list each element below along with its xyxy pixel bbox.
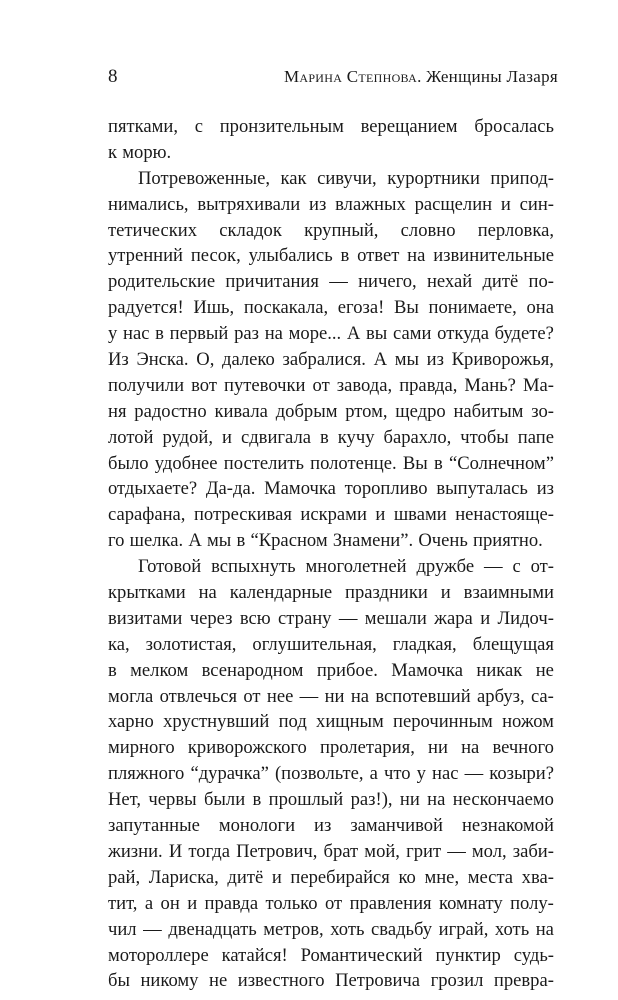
word: потрескивая [193, 504, 292, 526]
word: крупный, [304, 219, 379, 241]
word: раз!), [350, 789, 393, 811]
word: сивучи, [317, 167, 377, 189]
word: вы [366, 323, 388, 345]
word: с [512, 556, 521, 578]
word: на [407, 245, 426, 267]
word: ня [108, 400, 127, 422]
word: запутанные [108, 815, 200, 837]
text-line [108, 968, 554, 994]
word: радостно [134, 400, 207, 422]
word: “Красном [250, 530, 328, 552]
word: выпуталась [436, 478, 528, 500]
word: и [440, 582, 451, 604]
word: и [500, 193, 511, 215]
word: А [346, 323, 361, 345]
word: по- [528, 271, 554, 293]
word: извинительные [433, 245, 554, 267]
word: Романтический [300, 944, 423, 966]
word: прибое. [316, 659, 378, 681]
word: первый [169, 323, 229, 345]
word: в [340, 245, 350, 267]
word: раз [234, 323, 259, 345]
word: в [236, 530, 246, 552]
word: Знамени”. [332, 530, 414, 552]
word: понимаете, [428, 297, 517, 319]
title-separator: . [417, 67, 427, 86]
word: И [168, 840, 183, 862]
word: швами [393, 504, 447, 526]
word: барахло, [383, 426, 452, 448]
text-line [108, 839, 554, 865]
word: полотенце. [310, 452, 397, 474]
word: Мамочка [264, 478, 336, 500]
word: ртом, [345, 400, 388, 422]
word: “дурачка” [190, 763, 269, 785]
word: полу- [510, 892, 554, 914]
word: из [309, 193, 327, 215]
word: всенародном [201, 659, 304, 681]
body-text [108, 114, 554, 994]
word: пунктир [435, 944, 501, 966]
word: Петровича [335, 970, 421, 992]
word: от- [530, 556, 554, 578]
word: на [198, 582, 217, 604]
text-line [108, 347, 554, 373]
word: сарафана, [108, 504, 186, 526]
word: на [535, 918, 554, 940]
word: — [483, 556, 503, 578]
word: кучу [337, 426, 375, 448]
word: Криворожья, [451, 349, 554, 371]
word: календарные [229, 582, 333, 604]
word: песок, [190, 245, 241, 267]
word: мы [394, 349, 419, 371]
word: утренний [108, 245, 184, 267]
word: праздники [345, 582, 428, 604]
word: Вы [402, 452, 428, 474]
word: блещущая [472, 633, 554, 655]
text-line [108, 425, 554, 451]
word: из [426, 349, 444, 371]
word: — [143, 918, 162, 940]
text-line [108, 114, 554, 140]
word: складок [219, 219, 282, 241]
word: хоть [330, 918, 365, 940]
text-line [108, 476, 554, 502]
word: правда [204, 892, 259, 914]
word: заби- [512, 840, 554, 862]
word: Мань? [464, 374, 516, 396]
text-line [108, 709, 554, 735]
word: О, [196, 349, 215, 371]
word: жизни. [108, 840, 163, 862]
word: у [108, 323, 118, 345]
word: поскакала, [243, 297, 329, 319]
word: отдыхаете? [108, 478, 198, 500]
text-line [108, 218, 554, 244]
word: забралися. [282, 349, 366, 371]
word: А [373, 349, 388, 371]
book-title: Женщины Лазаря [426, 67, 558, 86]
word: завода, [336, 374, 393, 396]
word: Лариска, [148, 866, 219, 888]
text-line [108, 502, 554, 528]
word: всю [239, 607, 271, 629]
word: многолетней [305, 556, 407, 578]
word: нас [432, 763, 459, 785]
word: Лидоч- [497, 607, 554, 629]
word: превра- [493, 970, 554, 992]
word: бросалась [474, 116, 554, 137]
text-line [108, 813, 554, 839]
word: Из [108, 349, 129, 371]
word: взаимными [463, 582, 554, 604]
word: — [338, 607, 358, 629]
word: хрустнувший [163, 711, 270, 733]
word: на [350, 685, 370, 707]
word: са- [530, 685, 554, 707]
word: Вы [393, 297, 419, 319]
word: были [203, 789, 246, 811]
text-line [108, 735, 554, 761]
word: перловка, [477, 219, 554, 241]
word: судь- [513, 944, 554, 966]
word: — [447, 840, 466, 862]
word: и [271, 866, 282, 888]
text-line [108, 865, 554, 891]
word: отвлечься [159, 685, 238, 707]
word: правления [349, 892, 432, 914]
text-line [108, 787, 554, 813]
word: ответ [357, 245, 400, 267]
text-line [108, 632, 554, 658]
word: вечного [492, 737, 554, 759]
text-line [108, 192, 554, 218]
word: кивала [214, 400, 268, 422]
text-line [108, 554, 554, 580]
word: ножом [502, 711, 554, 733]
word: она [526, 297, 554, 319]
word: в [252, 789, 262, 811]
text-line [108, 166, 554, 192]
word: искрами [300, 504, 367, 526]
word: пятками, [108, 116, 178, 137]
word: бы [108, 970, 130, 992]
word: курортники [387, 167, 480, 189]
word: гладкая, [392, 633, 457, 655]
word: Энска. [136, 349, 189, 371]
word: в [108, 659, 117, 681]
word: Нет, [108, 789, 142, 811]
word: егоза! [337, 297, 385, 319]
word: рай, [108, 866, 141, 888]
word: мой, [364, 840, 400, 862]
word: никак [476, 659, 523, 681]
word: и [480, 607, 491, 629]
text-line [108, 140, 554, 166]
word: папе [517, 426, 554, 448]
text-line [108, 528, 554, 554]
word: торопливо [344, 478, 428, 500]
word: далеко [222, 349, 275, 371]
word: получили [108, 374, 185, 396]
text-line [108, 761, 554, 787]
word: золотистая, [145, 633, 237, 655]
word: катайся! [221, 944, 288, 966]
word: свадьбу [371, 918, 433, 940]
word: пляжного [108, 763, 185, 785]
word: через [189, 607, 233, 629]
word: шелка. [129, 530, 184, 552]
text-line [108, 891, 554, 917]
word: из [536, 478, 554, 500]
word: добрым [275, 400, 338, 422]
word: а [144, 892, 154, 914]
word: перебирайся [290, 866, 390, 888]
word: набитым [453, 400, 524, 422]
word: Ма- [522, 374, 554, 396]
word: хоть [494, 918, 530, 940]
word: козыри? [489, 763, 554, 785]
word: перочинным [393, 711, 493, 733]
word: правда, [399, 374, 458, 396]
word: дитё [227, 866, 264, 888]
word: А [188, 530, 202, 552]
word: мне, [424, 866, 460, 888]
word: родительские [108, 271, 216, 293]
word: сами [393, 323, 432, 345]
word: хва- [521, 866, 554, 888]
word: места [467, 866, 514, 888]
word: пронзительным [219, 116, 344, 137]
text-line [108, 658, 554, 684]
word: никому [140, 970, 199, 992]
word: Потревоженные, [138, 167, 271, 189]
word: нескончаемо [452, 789, 554, 811]
word: чил [108, 918, 137, 940]
word: будете? [494, 323, 554, 345]
word: радуется! [108, 297, 184, 319]
word: — [299, 685, 319, 707]
word: хищным [316, 711, 384, 733]
word: го [108, 530, 125, 552]
word: приятно. [473, 530, 543, 552]
word: только [265, 892, 318, 914]
word: нее [266, 685, 294, 707]
word: ко [398, 866, 416, 888]
text-line [108, 399, 554, 425]
word: расщелин [414, 193, 493, 215]
word: страну [278, 607, 332, 629]
word: дитё [482, 271, 519, 293]
word: сдвигала [240, 426, 311, 448]
word: в [433, 452, 443, 474]
text-line [108, 373, 554, 399]
word: — [329, 271, 348, 293]
word: как [280, 167, 307, 189]
text-line [108, 295, 554, 321]
text-line [108, 451, 554, 477]
word: Очень [418, 530, 468, 552]
word: тетических [108, 219, 198, 241]
word: ни [324, 685, 345, 707]
word: оглушительная, [252, 633, 377, 655]
word: не [535, 659, 554, 681]
word: играй, [438, 918, 489, 940]
word: заманчивой [350, 815, 443, 837]
word: на [427, 789, 446, 811]
word: словно [400, 219, 456, 241]
word: улыбались [248, 245, 333, 267]
word: мирного [108, 737, 175, 759]
word: чтобы [460, 426, 509, 448]
word: дружбе [416, 556, 475, 578]
word: монологи [218, 815, 296, 837]
word: брат [323, 840, 359, 862]
word: причитания [225, 271, 319, 293]
word: от [312, 374, 330, 396]
word: Мамочка [391, 659, 464, 681]
word: верещанием [360, 116, 458, 137]
word: “Солнечном” [448, 452, 554, 474]
running-head-title [284, 67, 558, 87]
text-line [108, 269, 554, 295]
word: что [384, 763, 411, 785]
word: — [464, 763, 484, 785]
word: ничего, [358, 271, 417, 293]
word: незнакомой [461, 815, 554, 837]
word: зо- [531, 400, 554, 422]
word: мотороллере [108, 944, 209, 966]
word: грозил [430, 970, 484, 992]
word: к [108, 141, 118, 163]
word: жара [434, 607, 473, 629]
word: влажных [335, 193, 406, 215]
word: рудой, [162, 426, 214, 448]
word: вспотевший [375, 685, 471, 707]
word: (позвольте, [274, 763, 364, 785]
text-line [108, 243, 554, 269]
word: Петрович, [236, 840, 318, 862]
word: и [375, 504, 386, 526]
word: было [108, 452, 149, 474]
word: комнату [439, 892, 503, 914]
text-line [108, 580, 554, 606]
word: припод- [490, 167, 554, 189]
word: из [314, 815, 332, 837]
word: харно [108, 711, 154, 733]
word: а [369, 763, 378, 785]
word: он [160, 892, 180, 914]
word: и [222, 426, 232, 448]
word: постелить [223, 452, 304, 474]
word: мешали [364, 607, 427, 629]
word: вспыхнуть [211, 556, 296, 578]
word: вот [191, 374, 217, 396]
word: и [187, 892, 198, 914]
text-line [108, 943, 554, 969]
word: крытками [108, 582, 186, 604]
word: ненастояще- [455, 504, 554, 526]
word: ка, [108, 633, 130, 655]
word: с [194, 116, 203, 137]
word: лотой [108, 426, 154, 448]
word: в [320, 426, 329, 448]
word: Ишь, [193, 297, 235, 319]
word: удобнее [154, 452, 218, 474]
word: щедро [395, 400, 446, 422]
author-name: Марина Степнова [283, 67, 418, 86]
word: известного [237, 970, 325, 992]
page-number: 8 [108, 66, 118, 87]
word: метров, [263, 918, 324, 940]
word: червы [148, 789, 197, 811]
text-line [108, 684, 554, 710]
word: Готовой [138, 556, 202, 578]
text-line [108, 917, 554, 943]
word: в [155, 323, 164, 345]
word: под [278, 711, 307, 733]
word: на [461, 737, 480, 759]
word: тит, [108, 892, 138, 914]
word: путевочки [224, 374, 306, 396]
word: мелком [130, 659, 189, 681]
word: двенадцать [168, 918, 257, 940]
word: грит [406, 840, 442, 862]
word: син- [519, 193, 554, 215]
word: мол, [471, 840, 507, 862]
running-head [108, 66, 558, 90]
word: криворожского [187, 737, 307, 759]
word: мы [207, 530, 232, 552]
text-line [108, 321, 554, 347]
word: море... [288, 323, 342, 345]
word: морю. [122, 141, 172, 163]
word: откуда [437, 323, 489, 345]
word: ни [399, 789, 420, 811]
word: на [264, 323, 283, 345]
text-line [108, 606, 554, 632]
word: от [243, 685, 261, 707]
word: нимались, [108, 193, 189, 215]
word: визитами [108, 607, 183, 629]
word: прошлый [268, 789, 344, 811]
word: Да-да. [205, 478, 256, 500]
word: пролетария, [320, 737, 415, 759]
word: нехай [426, 271, 473, 293]
word: ни [428, 737, 448, 759]
word: вытряхивали [197, 193, 301, 215]
word: тогда [188, 840, 230, 862]
word: у [416, 763, 426, 785]
word: арбуз, [477, 685, 525, 707]
word: не [209, 970, 228, 992]
word: нас [123, 323, 150, 345]
word: от [324, 892, 343, 914]
word: могла [108, 685, 154, 707]
